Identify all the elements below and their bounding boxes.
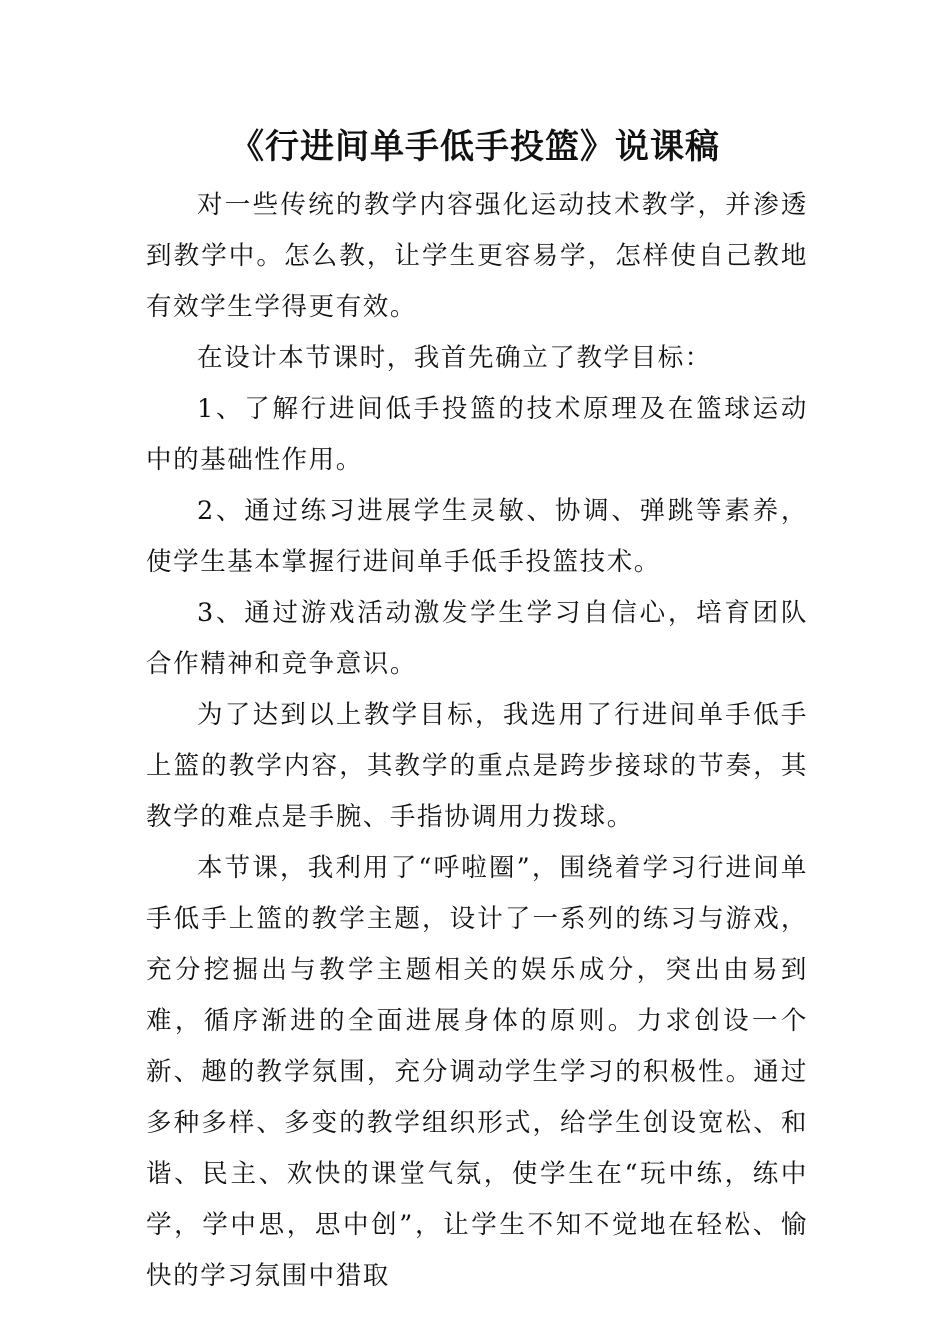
paragraph-goal-3: 3、通过游戏活动激发学生学习自信心，培育团队合作精神和竞争意识。 (146, 598, 808, 679)
paragraph-content: 为了达到以上教学目标，我选用了行进间单手低手上篮的教学内容，其教学的重点是跨步接球的节奏，其教学的难点是手腕、手指协调用力拨球。 (146, 700, 808, 832)
document-body (146, 180, 808, 1302)
paragraph-intro: 对一些传统的教学内容强化运动技术教学，并渗透到教学中。怎么教，让学生更容易学，怎样使自己教地有效学生学得更有效。 (146, 190, 808, 322)
paragraph-goal-1: 1、了解行进间低手投篮的技术原理及在篮球运动中的基础性作用。 (146, 394, 808, 475)
paragraph-design: 本节课，我利用了“呼啦圈”，围绕着学习行进间单手低手上篮的教学主题，设计了一系列的练习与游戏，充分挖掘出与教学主题相关的娱乐成分，突出由易到难，循序渐进的全面进展身体的原则。力求创设一个新、趣的教学氛围，充分调动学生学习的积极性。通过多种多样、多变的教学组织形式，给学生创设宽松、和谐、民主、欢快的课堂气氛，使学生在“玩中练，练中学，学中思，思中创”，让学生不知不觉地在轻松、愉快的学习氛围中猎取 (146, 853, 809, 1291)
paragraph-goal-2: 2、通过练习进展学生灵敏、协调、弹跳等素养，使学生基本掌握行进间单手低手投篮技术。 (146, 496, 808, 577)
paragraph-goals-lead: 在设计本节课时，我首先确立了教学目标： (197, 343, 712, 373)
document-title: 《行进间单手低手投篮》说课稿 (230, 127, 720, 167)
